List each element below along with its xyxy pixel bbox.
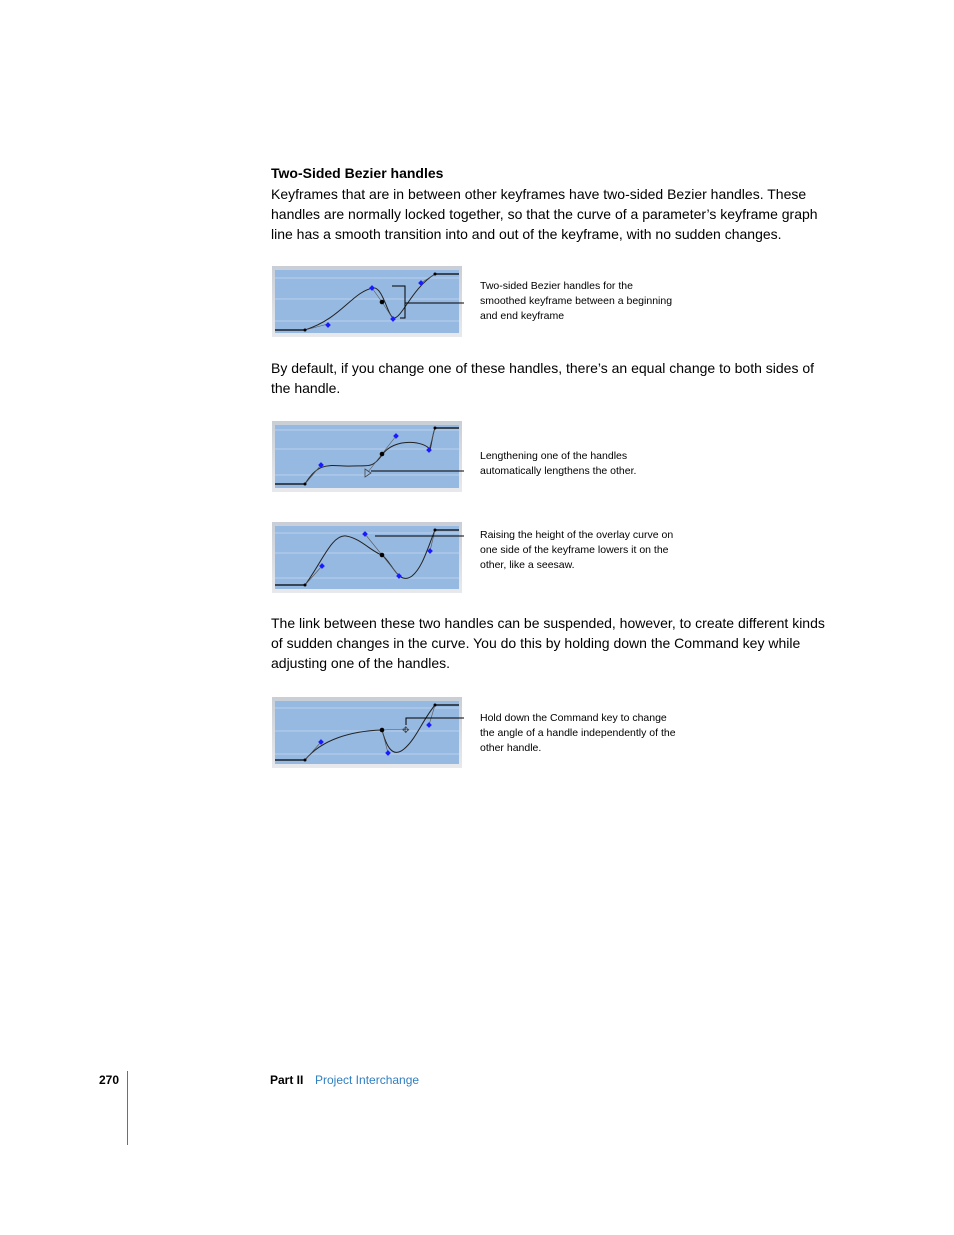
keyframe-graph-figure-1 <box>272 266 464 338</box>
svg-text:✥: ✥ <box>402 726 410 736</box>
figure-caption-2: Lengthening one of the handles automatically lengthens the other. <box>480 450 637 477</box>
paragraph-default-behavior: By default, if you change one of these handles, there’s an equal change to both sides of the handle. <box>271 360 815 397</box>
footer-rule <box>127 1071 128 1145</box>
section-heading: Two-Sided Bezier handles <box>271 165 444 181</box>
figure-caption-4: Hold down the Command key to change the angle of a handle independently of the other handle. <box>480 712 676 754</box>
keyframe-graph-figure-2 <box>272 421 464 493</box>
part-label: Part II <box>270 1073 304 1087</box>
paragraph-intro: Keyframes that are in between other keyframes have two-sided Bezier handles. These handles are normally locked together, so that the curve of a parameter’s keyframe graph line has a smooth transition into and out of the keyframe, with no sudden changes. <box>271 186 818 243</box>
part-title-link[interactable]: Project Interchange <box>315 1073 420 1087</box>
figure-caption-1: Two-sided Bezier handles for the smoothed keyframe between a beginning and end keyframe <box>480 280 673 322</box>
figure-caption-3: Raising the height of the overlay curve on one side of the keyframe lowers it on the other, like a seesaw. <box>480 529 674 571</box>
keyframe-graph-figure-4 <box>272 697 464 769</box>
page-number: 270 <box>99 1073 120 1087</box>
keyframe-graph-figure-3 <box>272 522 464 594</box>
paragraph-suspend-link: The link between these two handles can be suspended, however, to create different kinds of sudden changes in the curve. You do this by holding down the Command key while adjusting one of the handles. <box>271 615 825 672</box>
